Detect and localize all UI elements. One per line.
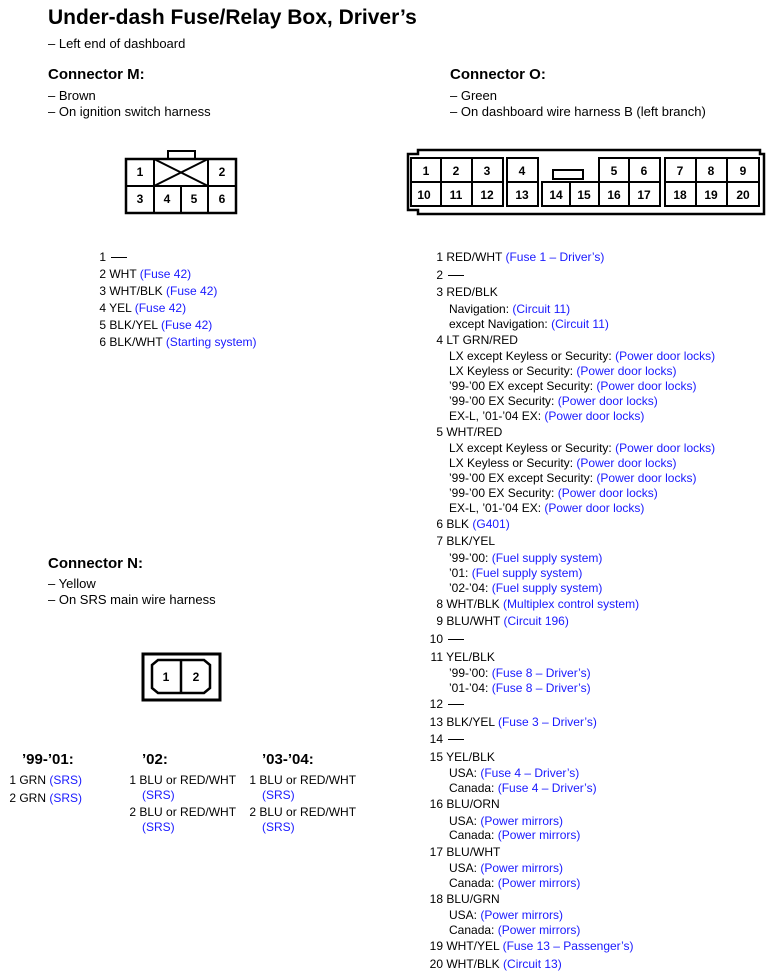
connector-o-pin-8 <box>423 597 639 612</box>
connector-n-pin-1 <box>240 773 356 788</box>
wire-color: BLU/GRN <box>446 891 500 906</box>
circuit-link: (Fuse 3 – Driver’s) <box>497 714 597 729</box>
cavity-o-20: 20 <box>736 188 750 202</box>
connector-n-pin-2 <box>240 805 356 820</box>
pin-number: 13 <box>429 714 443 729</box>
connector-o-pin-3-variant <box>449 317 609 332</box>
cavity-o-11: 11 <box>449 188 463 202</box>
circuit-link: (Power door locks) <box>615 441 716 456</box>
connector-m-pin-3 <box>90 284 217 299</box>
cavity-o-3: 3 <box>483 164 491 178</box>
year-heading-99-01: ’99-’01: <box>22 751 74 768</box>
variant-label: EX-L, ’01-’04 EX: <box>449 500 542 515</box>
connector-o-pin-9 <box>423 614 569 629</box>
wire-color: YEL/BLK <box>446 749 495 764</box>
variant-label: USA: <box>449 908 478 923</box>
circuit-link: (SRS) <box>49 791 83 805</box>
circuit-link: (Power door locks) <box>576 456 677 470</box>
cavity-o-5: 5 <box>610 164 618 178</box>
circuit-link: (SRS) <box>49 773 83 787</box>
connector-o-pin-6 <box>423 517 510 532</box>
connector-o-pin-16 <box>423 797 500 812</box>
cavity-n-1: 1 <box>162 670 170 684</box>
connector-o-pin-12 <box>423 697 464 712</box>
wire-color: RED/WHT <box>446 250 503 264</box>
circuit-link: (Circuit 11) <box>512 301 571 316</box>
cavity-o-2: 2 <box>452 164 460 178</box>
connector-m-pin-5 <box>90 318 212 333</box>
connector-o-diagram <box>405 148 767 220</box>
cavity-o-6: 6 <box>640 164 648 178</box>
pin-number: 17 <box>429 844 443 859</box>
connector-o-pin-10 <box>423 632 464 647</box>
wire-color: GRN <box>19 773 47 787</box>
pin-number: 1 <box>129 773 136 787</box>
pin-number: 1 <box>99 250 106 264</box>
wire-color: GRN <box>19 791 47 805</box>
wire-color: BLU/ORN <box>446 797 500 812</box>
connector-m-color: – Brown <box>48 88 96 103</box>
location-note: – Left end of dashboard <box>48 36 186 51</box>
wire-color: BLU/WHT <box>446 844 501 859</box>
wire-color: WHT/BLK <box>446 956 500 971</box>
connector-o-color: – Green <box>450 88 497 103</box>
pin-number: 3 <box>436 285 443 300</box>
circuit-link: (Power mirrors) <box>480 813 564 828</box>
wire-color: BLU or RED/WHT <box>139 805 237 819</box>
circuit-link: (Fuel supply system) <box>471 565 583 580</box>
connector-o-pin-5-variant <box>449 471 696 486</box>
connector-o-pin-5-variant <box>449 456 676 471</box>
connector-o-pin-13 <box>423 715 597 730</box>
pin-number: 2 <box>436 267 443 282</box>
circuit-link: (Fuse 4 – Driver’s) <box>497 781 597 795</box>
variant-label: except Navigation: <box>449 316 548 331</box>
circuit-link: (SRS) <box>142 820 175 834</box>
wire-color: WHT <box>109 267 137 281</box>
wire-color: BLU/WHT <box>446 614 501 629</box>
wire-color: BLU or RED/WHT <box>259 805 357 819</box>
variant-label: ’99-’00: <box>449 550 489 565</box>
wire-color: BLK <box>446 516 470 531</box>
wire-color: BLU or RED/WHT <box>259 773 357 787</box>
pin-number: 9 <box>436 614 443 629</box>
connector-o-pin-4-variant <box>449 409 644 424</box>
connector-o-key <box>553 170 583 179</box>
circuit-link: (Power mirrors) <box>497 828 581 843</box>
cavity-n-2: 2 <box>192 670 200 684</box>
cavity-m-3: 3 <box>136 192 144 206</box>
variant-label: USA: <box>449 813 478 828</box>
circuit-link: (Power mirrors) <box>480 860 564 875</box>
variant-label: LX Keyless or Security: <box>449 363 574 378</box>
variant-label: Canada: <box>449 828 495 843</box>
connector-o-pin-17-variant <box>449 876 580 891</box>
circuit-link: (Power door locks) <box>557 485 658 500</box>
pin-number: 1 <box>436 250 443 264</box>
page-title: Under-dash Fuse/Relay Box, Driver’s <box>48 6 417 29</box>
circuit-link: (SRS) <box>262 820 295 834</box>
connector-n-diagram <box>140 651 224 703</box>
variant-label: LX except Keyless or Security: <box>449 441 612 456</box>
pin-number: 5 <box>99 318 106 332</box>
variant-label: EX-L, ’01-’04 EX: <box>449 408 542 423</box>
wire-color: BLK/YEL <box>109 318 158 332</box>
pin-number: 7 <box>436 534 443 549</box>
circuit-link: (Fuse 13 – Passenger’s) <box>502 939 634 954</box>
connector-o-pin-7-variant <box>449 581 602 596</box>
connector-o-pin-18 <box>423 892 500 907</box>
cavity-m-5: 5 <box>190 192 198 206</box>
wire-color: WHT/BLK <box>109 284 163 298</box>
connector-n-pin-1 <box>120 773 236 788</box>
connector-o-pin-16-variant <box>449 828 580 843</box>
cavity-o-15: 15 <box>577 188 591 202</box>
variant-label: USA: <box>449 860 478 875</box>
pin-number: 2 <box>99 267 106 281</box>
pin-number: 18 <box>429 891 443 906</box>
circuit-link: (Power door locks) <box>557 393 658 408</box>
cavity-m-2: 2 <box>218 165 226 179</box>
connector-n-color: – Yellow <box>48 576 96 591</box>
connector-o-pin-4-variant <box>449 379 696 394</box>
connector-o-pin-17 <box>423 845 500 860</box>
circuit-link: (Power door locks) <box>544 500 645 515</box>
connector-o-pin-3-variant <box>449 302 570 317</box>
pin-number: 5 <box>436 424 443 439</box>
circuit-link: (Fuel supply system) <box>491 580 603 595</box>
connector-m-diagram <box>120 148 242 218</box>
variant-label: Canada: <box>449 923 495 938</box>
circuit-link: (Power door locks) <box>596 470 697 485</box>
cavity-o-16: 16 <box>607 188 621 202</box>
connector-o-pin-4-variant <box>449 364 676 379</box>
pin-number: 12 <box>429 696 443 711</box>
connector-o-pin-15 <box>423 750 495 765</box>
pin-number: 16 <box>429 797 443 812</box>
pin-number: 4 <box>99 301 106 315</box>
connector-o-pin-5 <box>423 425 502 440</box>
circuit-link: (Fuse 8 – Driver’s) <box>491 665 591 680</box>
circuit-link: (Fuse 42) <box>139 267 192 281</box>
year-heading-03-04: ’03-’04: <box>262 751 314 768</box>
wire-color: LT GRN/RED <box>446 332 518 347</box>
connector-o-pin-4-variant <box>449 349 715 364</box>
wire-color: BLU or RED/WHT <box>139 773 237 787</box>
connector-o-pin-1 <box>423 250 604 265</box>
circuit-link: (Multiplex control system) <box>503 596 640 611</box>
variant-label: LX except Keyless or Security: <box>449 349 612 363</box>
connector-o-heading: Connector O: <box>450 66 546 83</box>
connector-n-pin-2 <box>120 805 236 820</box>
variant-label: Canada: <box>449 781 495 795</box>
cavity-o-10: 10 <box>417 188 431 202</box>
connector-o-pin-18-variant <box>449 923 580 938</box>
connector-o-pin-2 <box>423 268 464 283</box>
pin-number: 2 <box>129 805 136 819</box>
unused-pin-dash <box>448 739 464 740</box>
wire-color: WHT/YEL <box>446 939 500 954</box>
pin-number: 14 <box>429 732 443 747</box>
variant-label: Canada: <box>449 875 495 890</box>
connector-o-pin-7-variant <box>449 551 602 566</box>
wire-color: BLK/YEL <box>446 714 495 729</box>
connector-o-pin-11 <box>423 650 495 665</box>
connector-n-harness: – On SRS main wire harness <box>48 592 216 607</box>
pin-number: 20 <box>429 956 443 971</box>
connector-m-pin-1 <box>90 250 127 265</box>
cavity-o-13: 13 <box>515 188 529 202</box>
circuit-link: (SRS) <box>262 788 295 802</box>
cavity-o-9: 9 <box>739 164 747 178</box>
variant-label: ’02-’04: <box>449 580 489 595</box>
cavity-o-12: 12 <box>480 188 494 202</box>
cavity-o-17: 17 <box>637 188 651 202</box>
cavity-o-8: 8 <box>707 164 715 178</box>
variant-label: Navigation: <box>449 301 510 316</box>
variant-label: LX Keyless or Security: <box>449 456 574 470</box>
circuit-link: (Fuse 1 – Driver’s) <box>505 250 605 264</box>
pin-number: 3 <box>99 284 106 298</box>
circuit-link: (Power mirrors) <box>497 875 581 890</box>
connector-m-heading: Connector M: <box>48 66 145 83</box>
connector-m-harness: – On ignition switch harness <box>48 104 211 119</box>
connector-o-pin-5-variant <box>449 441 715 456</box>
pin-number: 2 <box>249 805 256 819</box>
circuit-link: (Fuse 42) <box>160 318 213 332</box>
wire-color: BLK/YEL <box>446 534 496 549</box>
circuit-link: (Fuse 42) <box>134 301 187 315</box>
variant-label: ’99-’00: <box>449 665 489 680</box>
circuit-link: (Circuit 13) <box>503 956 562 971</box>
unused-pin-dash <box>448 639 464 640</box>
connector-o-pin-15-variant <box>449 781 597 796</box>
cavity-o-19: 19 <box>704 188 718 202</box>
connector-o-pin-11-variant <box>449 681 591 696</box>
connector-o-pin-5-variant <box>449 486 658 501</box>
variant-label: ’01: <box>449 565 469 580</box>
cavity-m-1: 1 <box>136 165 144 179</box>
connector-n-heading: Connector N: <box>48 555 143 572</box>
circuit-link: (Power door locks) <box>596 378 697 393</box>
circuit-link: (Circuit 11) <box>551 316 609 331</box>
pin-number: 6 <box>436 516 443 531</box>
connector-o-pin-17-variant <box>449 861 563 876</box>
connector-n-pin-2 <box>0 791 82 806</box>
year-heading-02: ’02: <box>142 751 168 768</box>
pin-number: 6 <box>99 335 106 349</box>
variant-label: ’99-’00 EX Security: <box>449 393 555 408</box>
circuit-link: (Power mirrors) <box>480 908 564 923</box>
circuit-link: (Starting system) <box>165 335 257 349</box>
pin-number: 4 <box>436 332 443 347</box>
circuit-link: (Fuse 42) <box>166 284 218 298</box>
connector-o-pin-14 <box>423 732 464 747</box>
cavity-o-7: 7 <box>676 164 684 178</box>
circuit-link: (Power mirrors) <box>497 923 581 938</box>
connector-o-pin-15-variant <box>449 766 579 781</box>
wire-color: YEL/BLK <box>446 649 495 664</box>
wire-color: RED/BLK <box>446 285 498 300</box>
circuit-link: (Power door locks) <box>544 408 645 423</box>
circuit-link: (Fuse 8 – Driver’s) <box>491 680 591 695</box>
variant-label: ’99-’00 EX except Security: <box>449 470 594 485</box>
variant-label: ’99-’00 EX Security: <box>449 485 555 500</box>
connector-o-pin-4 <box>423 333 518 348</box>
variant-label: ’99-’00 EX except Security: <box>449 378 594 393</box>
pin-number: 19 <box>429 939 443 954</box>
wire-color: WHT/RED <box>446 424 503 439</box>
circuit-link: (Fuse 4 – Driver’s) <box>480 766 580 781</box>
circuit-link: (G401) <box>472 516 510 531</box>
cavity-o-18: 18 <box>673 188 687 202</box>
pin-number: 8 <box>436 596 443 611</box>
connector-o-pin-18-variant <box>449 908 563 923</box>
circuit-link: (Fuel supply system) <box>491 550 603 565</box>
circuit-link: (Power door locks) <box>576 363 677 378</box>
pin-number: 1 <box>9 773 16 787</box>
variant-label: ’01-’04: <box>449 680 489 695</box>
wire-color: BLK/WHT <box>109 335 163 349</box>
unused-pin-dash <box>448 275 464 276</box>
circuit-link: (Circuit 196) <box>503 614 569 629</box>
unused-pin-dash <box>111 257 127 258</box>
connector-o-pin-16-variant <box>449 814 563 829</box>
cavity-m-4: 4 <box>163 192 171 206</box>
unused-pin-dash <box>448 704 464 705</box>
connector-m-pin-2 <box>90 267 191 282</box>
circuit-link: (Power door locks) <box>615 349 716 363</box>
variant-label: USA: <box>449 766 478 781</box>
connector-o-pin-7 <box>423 534 495 549</box>
connector-m-pin-4 <box>90 301 186 316</box>
circuit-link: (SRS) <box>142 788 175 802</box>
cavity-o-14: 14 <box>549 188 563 202</box>
connector-o-pin-5-variant <box>449 501 644 516</box>
connector-o-pin-3 <box>423 285 498 300</box>
pin-number: 10 <box>429 631 443 646</box>
cavity-m-6: 6 <box>218 192 226 206</box>
cavity-o-1: 1 <box>422 164 430 178</box>
connector-o-pin-4-variant <box>449 394 658 409</box>
cavity-o-4: 4 <box>518 164 526 178</box>
connector-n-pin-1 <box>0 773 82 788</box>
pin-number: 1 <box>249 773 256 787</box>
pin-number: 2 <box>9 791 16 805</box>
pin-number: 11 <box>430 649 443 664</box>
connector-m-pin-6 <box>90 335 257 350</box>
connector-o-pin-7-variant <box>449 566 582 581</box>
connector-o-harness: – On dashboard wire harness B (left branch) <box>450 104 706 119</box>
wire-color: WHT/BLK <box>446 596 500 611</box>
pin-number: 15 <box>429 749 443 764</box>
wire-color: YEL <box>109 301 132 315</box>
connector-o-pin-11-variant <box>449 666 591 681</box>
connector-o-pin-19 <box>423 939 634 954</box>
